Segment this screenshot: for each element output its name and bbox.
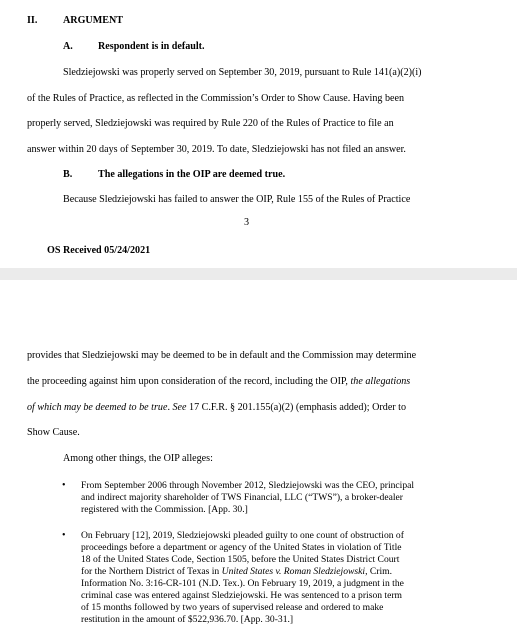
bullet-line: Information No. 3:16-CR-101 (N.D. Tex.). On February 19, 2019, a judgment in the [81,578,404,589]
document-page-2 [0,280,517,640]
bullet-line: 18 of the United States Code, Section 1505, before the United States District Court [81,554,400,565]
bullet-line: of 15 months followed by two years of supervised release and ordered to make [81,602,384,613]
bullet-line: and indirect majority shareholder of TWS Financial, LLC (“TWS”), a broker-dealer [81,492,403,503]
paragraph-line: of the Rules of Practice, as reflected in the Commission’s Order to Show Cause. Having been [27,93,405,104]
paragraph-line [27,402,406,414]
paragraph-line [27,376,410,388]
bullet-line: On February [12], 2019, Sledziejowski pleaded guilty to one count of obstruction of [81,530,404,541]
received-stamp: OS Received 05/24/2021 [47,245,151,256]
document-page-1 [0,0,517,268]
bullet-glyph: • [62,530,66,541]
paragraph-line: Because Sledziejowski has failed to answer the OIP, Rule 155 of the Rules of Practice [63,194,411,205]
bullet-line: From September 2006 through November 2012, Sledziejowski was the CEO, principal [81,480,415,491]
italic-emphasis: the allegations [350,376,411,387]
paragraph-line: Among other things, the OIP alleges: [63,453,213,464]
bullet-line: proceedings before a department or agency of the United States in violation of Title [81,542,402,553]
italic-emphasis: of which may be deemed to be true [27,402,168,413]
bullet-line: restitution in the amount of $522,936.70. [App. 30-31.] [81,614,294,625]
citation-text: 17 C.F.R. § 201.155(a)(2) (emphasis added); Order to [189,402,407,413]
text-run: the proceeding against him upon consideration of the record, including the OIP, [27,376,348,387]
bullet-line: criminal case was entered against Sledziejowski. He was sentenced to a prison term [81,590,403,601]
paragraph-line: Show Cause. [27,427,80,438]
paragraph-line: Sledziejowski was properly served on September 30, 2019, pursuant to Rule 141(a)(2)(i) [63,67,422,78]
subsection-b-title: The allegations in the OIP are deemed true. [98,169,286,180]
citation-signal: See [172,402,187,413]
bullet-glyph: • [62,480,66,491]
text-run: for the Northern District of Texas in [81,566,220,577]
paragraph-line: provides that Sledziejowski may be deemed to be in default and the Commission may determine [27,350,417,361]
subsection-b-letter: B. [63,169,73,180]
subsection-a-letter: A. [63,41,73,52]
subsection-a-title: Respondent is in default. [98,41,205,52]
section-number: II. [27,15,38,26]
text-run: . [167,402,173,413]
section-title: ARGUMENT [63,15,124,26]
text-run: , Crim. [365,566,392,577]
paragraph-line: answer within 20 days of September 30, 2019. To date, Sledziejowski has not filed an answer. [27,144,406,155]
bullet-line [81,566,392,578]
page-number: 3 [244,217,250,228]
paragraph-line: properly served, Sledziejowski was required by Rule 220 of the Rules of Practice to file an [27,118,394,129]
case-name: United States v. Roman Sledziejowski [221,566,366,577]
bullet-line: registered with the Commission. [App. 30.] [81,504,248,515]
